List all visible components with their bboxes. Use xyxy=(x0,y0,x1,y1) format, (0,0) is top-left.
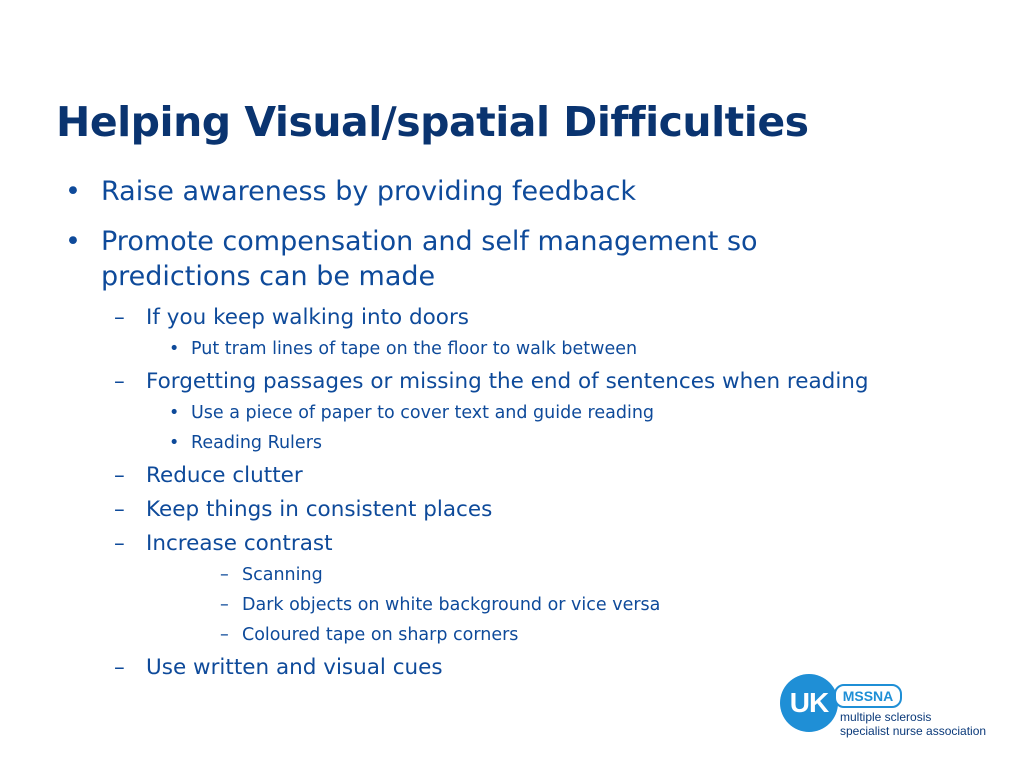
bullet-marker: • xyxy=(65,176,81,207)
dash-marker: – xyxy=(114,369,125,394)
sub-bullet-text: Use written and visual cues xyxy=(146,655,443,680)
bullet-text: predictions can be made xyxy=(101,261,436,292)
sub-sub-bullet-text: Use a piece of paper to cover text and guide reading xyxy=(191,403,655,423)
sub-sub-bullet-item xyxy=(220,595,661,615)
dash-marker: – xyxy=(114,497,125,522)
dash-marker: – xyxy=(114,463,125,488)
sub-bullet-item xyxy=(114,655,443,680)
dash-marker: – xyxy=(220,625,229,645)
sub-bullet-item xyxy=(114,305,469,330)
bullet-marker: • xyxy=(169,339,180,359)
sub-sub-bullet-item xyxy=(169,403,655,423)
sub-bullet-text: Keep things in consistent places xyxy=(146,497,493,522)
logo-tagline-line2: specialist nurse association xyxy=(840,724,987,738)
sub-sub-bullet-item xyxy=(169,339,638,359)
uk-badge: UK xyxy=(780,674,838,732)
sub-bullet-text: Increase contrast xyxy=(146,531,333,556)
sub-sub-bullet-text: Reading Rulers xyxy=(191,433,323,453)
dash-marker: – xyxy=(114,305,125,330)
dash-marker: – xyxy=(220,565,229,585)
bullet-item xyxy=(65,226,758,257)
bullet-text: Raise awareness by providing feedback xyxy=(101,176,637,207)
sub-sub-bullet-text: Dark objects on white background or vice versa xyxy=(242,595,661,615)
bullet-marker: • xyxy=(65,226,81,257)
sub-bullet-text: Reduce clutter xyxy=(146,463,303,488)
mssna-logo xyxy=(780,672,990,744)
bullet-item-continuation xyxy=(101,261,435,292)
sub-bullet-text: Forgetting passages or missing the end of sentences when reading xyxy=(146,369,869,394)
sub-sub-bullet-text: Put tram lines of tape on the floor to walk between xyxy=(191,339,638,359)
dash-marker: – xyxy=(114,531,125,556)
bullet-marker: • xyxy=(169,403,180,423)
dash-marker: – xyxy=(220,595,229,615)
sub-bullet-item xyxy=(114,531,333,556)
sub-sub-bullet-text: Scanning xyxy=(242,565,323,585)
mssna-acronym: MSSNA xyxy=(834,684,902,708)
bullet-item xyxy=(65,176,637,207)
sub-sub-bullet-item xyxy=(220,625,519,645)
sub-bullet-item xyxy=(114,369,869,394)
slide-title: Helping Visual/spatial Difficulties xyxy=(56,98,809,146)
sub-bullet-item xyxy=(114,497,493,522)
sub-sub-bullet-text: Coloured tape on sharp corners xyxy=(242,625,519,645)
bullet-marker: • xyxy=(169,433,180,453)
sub-sub-bullet-item xyxy=(169,433,323,453)
sub-sub-bullet-item xyxy=(220,565,323,585)
dash-marker: – xyxy=(114,655,125,680)
bullet-text: Promote compensation and self management so xyxy=(101,226,758,257)
sub-bullet-text: If you keep walking into doors xyxy=(146,305,469,330)
logo-tagline-line1: multiple sclerosis xyxy=(840,710,932,724)
sub-bullet-item xyxy=(114,463,303,488)
